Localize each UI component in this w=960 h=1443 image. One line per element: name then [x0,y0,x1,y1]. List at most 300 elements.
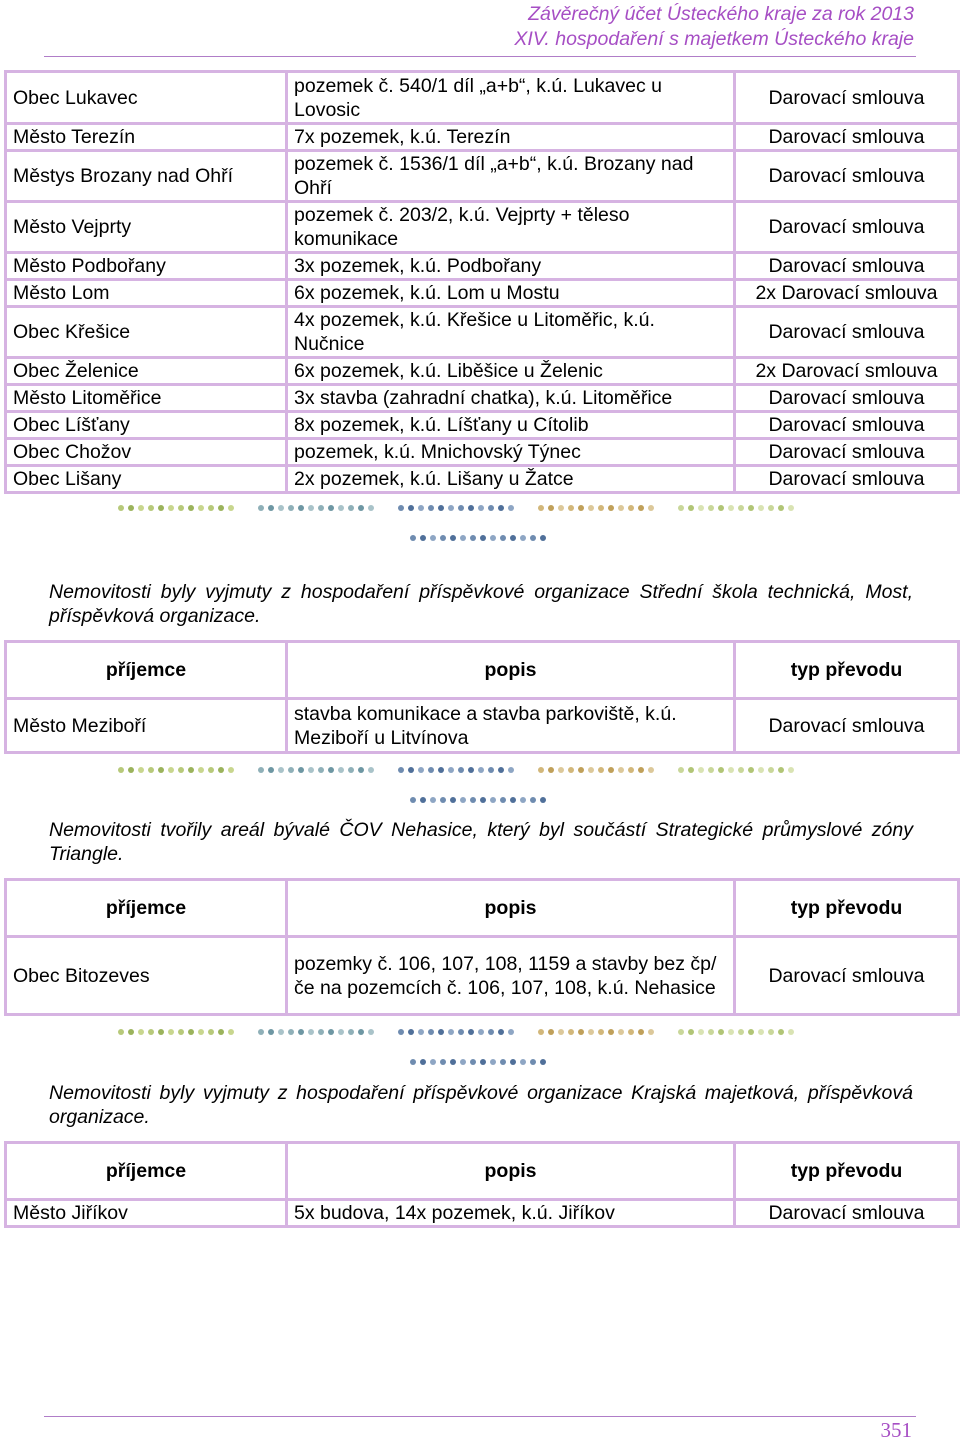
table-row [6,358,959,385]
ornament-dot [648,1029,654,1035]
ornament-dot [188,767,194,773]
ornament-dot [228,767,234,773]
ornament-dot [468,1029,474,1035]
ornament-dot [718,767,724,773]
cell-recipient: Městys Brozany nad Ohří [6,151,287,202]
ornament-dot [758,1029,764,1035]
ornament-dot [608,1029,614,1035]
ornament-dot [428,505,434,511]
ornament-dot [128,1029,134,1035]
ornament-dot [138,767,144,773]
ornament-dot [358,505,364,511]
ornament-dot [288,767,294,773]
ornament-dot [408,505,414,511]
ornament-dot [450,1059,456,1065]
ornament-dot [490,535,496,541]
table-row [6,699,959,753]
ornament-dot [468,505,474,511]
ornament-dot [588,1029,594,1035]
ornament-dot [718,505,724,511]
cell-type: Darovací smlouva [735,72,959,124]
ornament-dot [168,767,174,773]
ornament-dot [430,535,436,541]
ornament-dot [418,505,424,511]
ornament-dot [358,1029,364,1035]
ornament-dot [678,505,684,511]
cell-description: pozemky č. 106, 107, 108, 1159 a stavby bez čp/če na pozemcích č. 106, 107, 108, k.ú. Nehasice [287,937,735,1015]
cell-type: Darovací smlouva [735,412,959,439]
ornament-dot [648,505,654,511]
cell-description: pozemek č. 540/1 díl „a+b“, k.ú. Lukavec u Lovosic [287,72,735,124]
ornament-dot [228,505,234,511]
cell-type: Darovací smlouva [735,699,959,753]
ornament-dot [588,505,594,511]
ornament-dot [520,1059,526,1065]
ornament-dot-group [118,1029,234,1035]
ornament-dot [258,505,264,511]
ornament-dot [368,505,374,511]
ornament-dot [540,797,546,803]
ornament-dot [158,1029,164,1035]
ornament-dot [510,1059,516,1065]
ornament-dot [778,1029,784,1035]
ornament-dot [448,1029,454,1035]
ornament-dot [418,1029,424,1035]
ornament-dot [508,505,514,511]
ornament-dot [510,797,516,803]
ornament-dot [500,1059,506,1065]
page-header [514,2,914,52]
cell-type: Darovací smlouva [735,307,959,358]
ornament-dot [498,767,504,773]
cell-type: Darovací smlouva [735,253,959,280]
ornament-dot [568,1029,574,1035]
ornament-dot [688,1029,694,1035]
ornament-dot [768,505,774,511]
cell-description: pozemek č. 203/2, k.ú. Vejprty + těleso komunikace [287,202,735,253]
ornament-dot [148,767,154,773]
ornament-dot [490,1059,496,1065]
cell-type: Darovací smlouva [735,202,959,253]
ornament-dot [618,767,624,773]
cell-type: Darovací smlouva [735,151,959,202]
ornament-dot [788,767,794,773]
ornament-dot [430,797,436,803]
column-header-description: popis [287,1143,735,1200]
ornament-dot [218,767,224,773]
ornament-dot [178,767,184,773]
ornament-dot [460,797,466,803]
ornament-dot [448,505,454,511]
ornament-dot-group [118,505,234,511]
ornament-dot [208,1029,214,1035]
ornament-dot [198,1029,204,1035]
ornament-dot [208,767,214,773]
cell-description: 2x pozemek, k.ú. Lišany u Žatce [287,466,735,493]
cell-description: 4x pozemek, k.ú. Křešice u Litoměřic, k.ú. Nučnice [287,307,735,358]
ornament-dot [470,797,476,803]
ornament-dot [788,1029,794,1035]
ornament-dot [470,1059,476,1065]
table-row [6,124,959,151]
ornament-dot [460,535,466,541]
cell-description: 5x budova, 14x pozemek, k.ú. Jiříkov [287,1200,735,1227]
ornament-dot [188,1029,194,1035]
ornament-dot [308,505,314,511]
ornament-dot [748,767,754,773]
ornament-dot [728,767,734,773]
table-row [6,1200,959,1227]
ornament-dot [268,767,274,773]
ornament-dot [638,1029,644,1035]
ornament-dot-row [118,767,814,773]
ornament-dot [530,797,536,803]
ornament-dot [638,505,644,511]
cell-description: 6x pozemek, k.ú. Lom u Mostu [287,280,735,307]
ornament-dot [530,1059,536,1065]
ornament-dot [368,1029,374,1035]
ornament-dot [520,797,526,803]
ornament-dot [398,767,404,773]
ornament-dot [428,767,434,773]
ornament-dot [318,505,324,511]
ornament-dot-group [398,505,514,511]
ornament-dot [420,1059,426,1065]
column-header-recipient: příjemce [6,642,287,699]
ornament-dot [548,1029,554,1035]
ornament-dot [568,767,574,773]
cell-recipient: Město Lom [6,280,287,307]
ornament-dot [558,1029,564,1035]
ornament-dot [708,505,714,511]
ornament-dot [718,1029,724,1035]
ornament-dot-group [678,767,794,773]
column-header-type: typ převodu [735,642,959,699]
ornament-dot [728,505,734,511]
section-4-note: Nemovitosti byly vyjmuty z hospodaření příspěvkové organizace Krajská majetková, příspěvková organizace. [49,1082,913,1128]
ornament-dot [438,1029,444,1035]
ornament-dot [698,767,704,773]
ornament-dot [678,1029,684,1035]
ornament-dot [538,767,544,773]
ornament-dot [328,505,334,511]
column-header-recipient: příjemce [6,1143,287,1200]
cell-description: 6x pozemek, k.ú. Liběšice u Želenic [287,358,735,385]
ornament-dot [538,1029,544,1035]
ornament-dot [268,505,274,511]
ornament-dot [758,767,764,773]
ornament-dot [410,797,416,803]
ornament-dot-group [538,505,654,511]
ornament-dot [510,535,516,541]
ornament-dot [458,505,464,511]
cell-recipient: Obec Želenice [6,358,287,385]
ornament-dot [410,535,416,541]
ornament-dot [788,505,794,511]
ornament-dot [708,767,714,773]
ornament-dot [268,1029,274,1035]
ornament-dot [488,767,494,773]
ornament-dot [168,1029,174,1035]
ornament-dot [598,505,604,511]
ornament-dot [778,767,784,773]
ornament-dot-group [678,505,794,511]
ornament-dot [188,505,194,511]
ornament-dot-group [118,767,234,773]
table-row [6,202,959,253]
ornament-dot [638,767,644,773]
ornament-dot-row [118,1029,814,1035]
table-row [6,466,959,493]
table-row [6,412,959,439]
ornament-dot [408,1029,414,1035]
ornament-dot [480,535,486,541]
ornament-dot [508,1029,514,1035]
ornament-dot [178,505,184,511]
ornament-dot [420,797,426,803]
ornament-dot [338,505,344,511]
ornament-dot [428,1029,434,1035]
ornament-dot [348,1029,354,1035]
ornament-dot [318,1029,324,1035]
ornament-dot [138,1029,144,1035]
ornament-dot [738,505,744,511]
ornament-dot [758,505,764,511]
ornament-dot [128,505,134,511]
ornament-dot-row [118,505,814,511]
table-row [6,937,959,1015]
ornament-dot [148,1029,154,1035]
ornament-dot [440,1059,446,1065]
ornament-dot [308,767,314,773]
ornament-dot-group [538,767,654,773]
ornament-dot [738,767,744,773]
ornament-dot [540,535,546,541]
ornament-dot [708,1029,714,1035]
ornament-dot [768,1029,774,1035]
ornament-dot [478,767,484,773]
cell-recipient: Obec Bitozeves [6,937,287,1015]
cell-recipient: Město Litoměřice [6,385,287,412]
ornament-dot [520,535,526,541]
ornament-dot [308,1029,314,1035]
ornament-dot [298,1029,304,1035]
ornament-dot-group [678,1029,794,1035]
ornament-dot [458,767,464,773]
ornament-dot [440,797,446,803]
cell-recipient: Obec Lukavec [6,72,287,124]
ornament-dot [438,767,444,773]
cell-recipient: Obec Líšťany [6,412,287,439]
table-row [6,307,959,358]
ornament-dot [490,797,496,803]
ornament-dot [498,1029,504,1035]
cell-description: 3x pozemek, k.ú. Podbořany [287,253,735,280]
ornament-dot [558,505,564,511]
transfer-table-4 [4,1141,960,1228]
ornament-dot [678,767,684,773]
ornament-dot [358,767,364,773]
ornament-dot [228,1029,234,1035]
page-number: 351 [880,1418,912,1442]
ornament-dot [338,767,344,773]
ornament-dot [288,1029,294,1035]
ornament-dot [500,535,506,541]
footer-rule [44,1416,916,1417]
section-2-note: Nemovitosti byly vyjmuty z hospodaření příspěvkové organizace Střední škola technická, Most, příspěvková organizace. [49,581,913,627]
ornament-dot [500,797,506,803]
ornament-dot [530,535,536,541]
ornament-dot [278,767,284,773]
table-row [6,151,959,202]
transfer-table-2 [4,640,960,754]
cell-type: Darovací smlouva [735,439,959,466]
ornament-dot-group [538,1029,654,1035]
ornament-dot [328,1029,334,1035]
cell-type: Darovací smlouva [735,466,959,493]
cell-recipient: Obec Křešice [6,307,287,358]
header-rule [44,56,916,57]
ornament-dot [568,505,574,511]
ornament-dot [498,505,504,511]
ornament-dot [688,767,694,773]
cell-recipient: Obec Chožov [6,439,287,466]
ornament-dot [218,1029,224,1035]
header-line-1: Závěrečný účet Ústeckého kraje za rok 2013 [528,3,914,25]
ornament-dot [278,1029,284,1035]
table-row [6,385,959,412]
ornament-dot [540,1059,546,1065]
ornament-dot [578,505,584,511]
ornament-dot [618,1029,624,1035]
table-row [6,439,959,466]
ornament-dot [578,1029,584,1035]
ornament-dot [480,1059,486,1065]
cell-recipient: Obec Lišany [6,466,287,493]
ornament-dot [748,1029,754,1035]
ornament-dot [348,505,354,511]
ornament-dot-group [258,505,374,511]
column-header-type: typ převodu [735,880,959,937]
ornament-dot [128,767,134,773]
cell-type: Darovací smlouva [735,937,959,1015]
ornament-dot [138,505,144,511]
ornament-dot [430,1059,436,1065]
ornament-dot [478,505,484,511]
ornament-dot [278,505,284,511]
ornament-dot [488,1029,494,1035]
ornament-dot [548,505,554,511]
ornament-dot-group [398,1029,514,1035]
ornament-dot-group [398,767,514,773]
ornament-dot [628,505,634,511]
ornament-dot [628,767,634,773]
ornament-dot [148,505,154,511]
ornament-dot [698,1029,704,1035]
table-row [6,280,959,307]
ornament-dot [408,767,414,773]
ornament-dot [598,1029,604,1035]
ornament-dot [398,1029,404,1035]
ornament-dot [158,767,164,773]
ornament-dot [460,1059,466,1065]
ornament-dot [478,1029,484,1035]
ornament-dot [468,767,474,773]
cell-description: 7x pozemek, k.ú. Terezín [287,124,735,151]
cell-type: 2x Darovací smlouva [735,358,959,385]
ornament-dot [288,505,294,511]
ornament-dot [348,767,354,773]
ornament-dot [208,505,214,511]
ornament-dot-row [410,1059,546,1065]
ornament-dot [778,505,784,511]
ornament-dot [450,797,456,803]
column-header-description: popis [287,880,735,937]
ornament-dot [588,767,594,773]
ornament-dot [118,505,124,511]
ornament-dot [218,505,224,511]
ornament-dot [688,505,694,511]
ornament-dot [608,767,614,773]
ornament-dot [458,1029,464,1035]
ornament-dot [558,767,564,773]
ornament-dot [728,1029,734,1035]
cell-type: Darovací smlouva [735,124,959,151]
ornament-dot [440,535,446,541]
header-line-2: XIV. hospodaření s majetkem Ústeckého kraje [514,28,914,50]
ornament-dot [158,505,164,511]
table-row [6,253,959,280]
ornament-dot-row [410,535,546,541]
ornament-dot [538,505,544,511]
cell-description: pozemek č. 1536/1 díl „a+b“, k.ú. Brozany nad Ohří [287,151,735,202]
ornament-dot-group [258,767,374,773]
ornament-dot [608,505,614,511]
ornament-dot [198,767,204,773]
ornament-dot [418,767,424,773]
ornament-dot [448,767,454,773]
ornament-dot-row [410,797,546,803]
ornament-dot [318,767,324,773]
ornament-dot [118,1029,124,1035]
cell-recipient: Město Meziboří [6,699,287,753]
ornament-dot [488,505,494,511]
ornament-dot [698,505,704,511]
ornament-dot [258,1029,264,1035]
ornament-dot-group [258,1029,374,1035]
column-header-description: popis [287,642,735,699]
cell-description: stavba komunikace a stavba parkoviště, k.ú. Meziboří u Litvínova [287,699,735,753]
ornament-dot [398,505,404,511]
ornament-dot [328,767,334,773]
ornament-dot [178,1029,184,1035]
ornament-dot [338,1029,344,1035]
ornament-dot [298,505,304,511]
ornament-dot [198,505,204,511]
cell-type: 2x Darovací smlouva [735,280,959,307]
cell-type: Darovací smlouva [735,1200,959,1227]
ornament-dot [470,535,476,541]
transfer-table-1 [4,70,960,494]
ornament-dot [438,505,444,511]
ornament-dot [298,767,304,773]
cell-recipient: Město Jiříkov [6,1200,287,1227]
ornament-dot [168,505,174,511]
ornament-dot [598,767,604,773]
ornament-dot [738,1029,744,1035]
ornament-dot [628,1029,634,1035]
ornament-dot [548,767,554,773]
